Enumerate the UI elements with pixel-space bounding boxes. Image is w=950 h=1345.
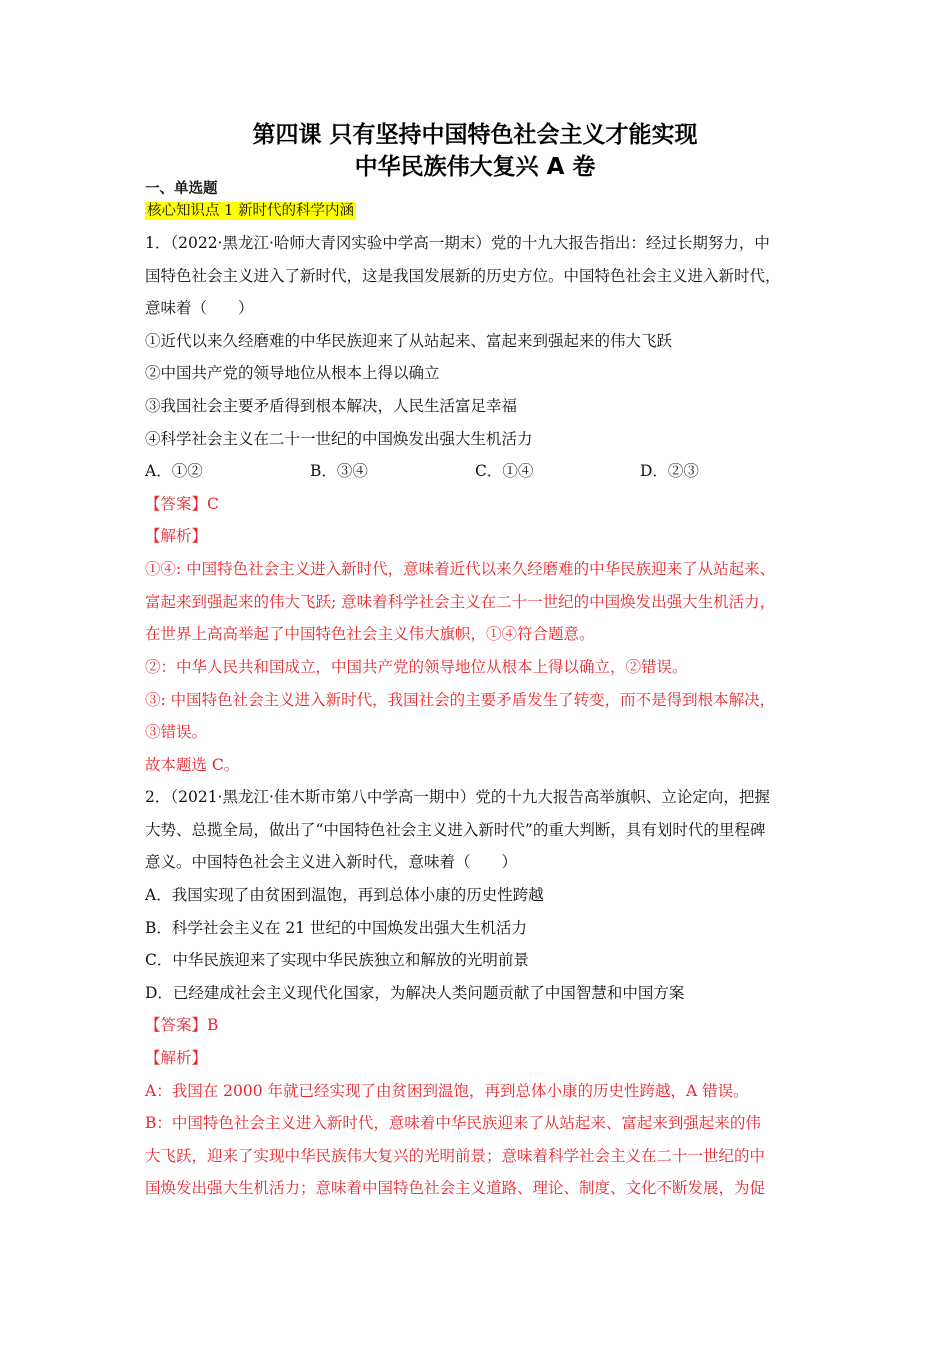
q1-option-c: C．①④ [475,462,534,480]
q2-option-a: A．我国实现了由贫困到温饱，再到总体小康的历史性跨越 [145,886,544,904]
q1-analysis-line: ③: 中国特色社会主义进入新时代，我国社会的主要矛盾发生了转变，而不是得到根本解决， [145,691,776,709]
q1-analysis-label: 【解析】 [145,527,208,545]
q1-stem-line: 1．（2022·黑龙江·哈师大青冈实验中学高一期末）党的十九大报告指出：经过长期努力，中 [145,234,770,252]
q1-item: ①近代以来久经磨难的中华民族迎来了从站起来、富起来到强起来的伟大飞跃 [145,332,673,350]
q2-option-c: C．中华民族迎来了实现中华民族独立和解放的光明前景 [145,951,529,969]
page-title-line-2: 中华民族伟大复兴 A 卷 [354,154,596,180]
q1-item: ②中国共产党的领导地位从根本上得以确立 [145,364,440,382]
q1-analysis-line: ③错误。 [145,723,208,741]
q2-option-d: D．已经建成社会主义现代化国家，为解决人类问题贡献了中国智慧和中国方案 [145,984,685,1002]
q1-stem-line: 国特色社会主义进入了新时代，这是我国发展新的历史方位。中国特色社会主义进入新时代， [145,267,781,285]
page-title-line-1: 第四课 只有坚持中国特色社会主义才能实现 [252,122,698,148]
q2-analysis-line: 大飞跃，迎来了实现中华民族伟大复兴的光明前景；意味着科学社会主义在二十一世纪的中 [145,1147,766,1165]
q1-analysis-line: 富起来到强起来的伟大飞跃; 意味着科学社会主义在二十一世纪的中国焕发出强大生机活力， [145,593,776,611]
q2-option-b: B．科学社会主义在 21 世纪的中国焕发出强大生机活力 [145,919,527,937]
q1-answer: 【答案】C [145,495,219,513]
q1-option-a: A．①② [145,462,203,480]
q1-analysis-line: ②：中华人民共和国成立，中国共产党的领导地位从根本上得以确立，②错误。 [145,658,688,676]
q2-analysis-line: 国焕发出强大生机活力；意味着中国特色社会主义道路、理论、制度、文化不断发展，为促 [145,1179,766,1197]
section-heading: 一、单选题 [145,181,218,197]
q1-analysis-line: 在世界上高高举起了中国特色社会主义伟大旗帜，①④符合题意。 [145,625,595,643]
q2-answer: 【答案】B [145,1016,219,1034]
q1-stem-line: 意味着（ ） [145,299,254,317]
q2-analysis-line: B：中国特色社会主义进入新时代，意味着中华民族迎来了从站起来、富起来到强起来的伟 [145,1114,761,1132]
knowledge-point-highlight: 核心知识点 1 新时代的科学内涵 [147,203,354,219]
q1-analysis-line: ①④: 中国特色社会主义进入新时代，意味着近代以来久经磨难的中华民族迎来了从站起来、 [145,560,776,578]
q1-item: ④科学社会主义在二十一世纪的中国焕发出强大生机活力 [145,430,533,448]
q2-stem-line: 2．（2021·黑龙江·佳木斯市第八中学高一期中）党的十九大报告高举旗帜、立论定向，把握 [145,788,770,806]
q1-option-b: B．③④ [310,462,368,480]
q2-stem-line: 意义。中国特色社会主义进入新时代，意味着（ ） [145,853,518,871]
q1-analysis-line: 故本题选 C。 [145,756,240,774]
q2-stem-line: 大势、总揽全局，做出了“中国特色社会主义进入新时代”的重大判断，具有划时代的里程碑 [145,821,766,839]
q2-analysis-label: 【解析】 [145,1049,208,1067]
q1-option-d: D．②③ [640,462,699,480]
q2-analysis-line: A：我国在 2000 年就已经实现了由贫困到温饱，再到总体小康的历史性跨越，A 错误。 [145,1082,749,1100]
knowledge-point-label [145,201,356,221]
q1-item: ③我国社会主要矛盾得到根本解决，人民生活富足幸福 [145,397,518,415]
